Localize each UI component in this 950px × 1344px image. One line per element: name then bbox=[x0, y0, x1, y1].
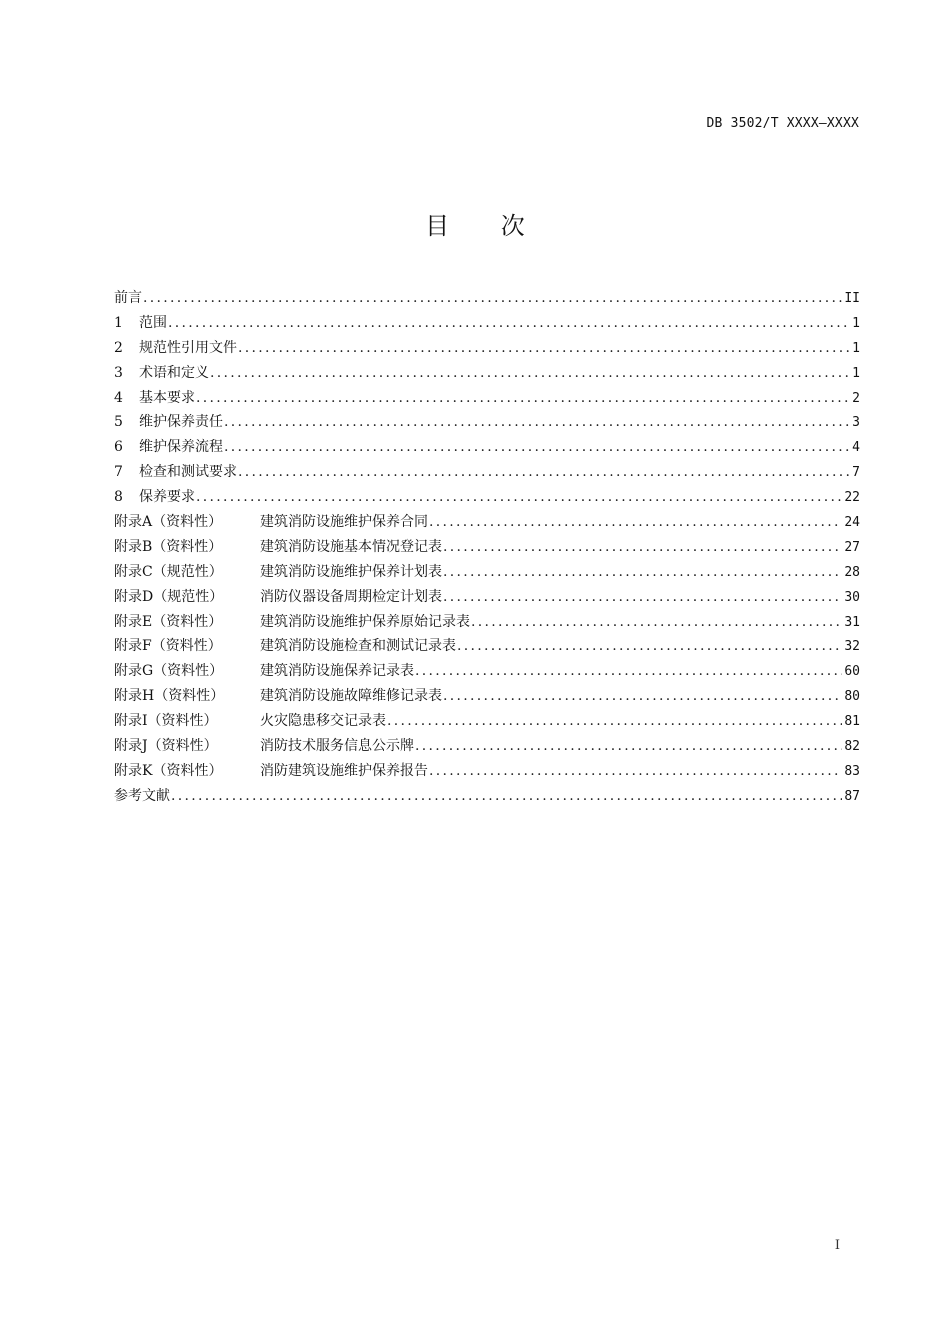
toc-entry-page: 31 bbox=[844, 614, 860, 630]
toc-entry-title: 术语和定义 bbox=[139, 364, 209, 381]
toc-entry-appendix-label: 附录E（资料性） bbox=[114, 613, 223, 630]
toc-entry-page: 22 bbox=[844, 490, 860, 506]
toc-entry-title: 消防技术服务信息公示牌 bbox=[260, 738, 414, 755]
toc-entry-appendix-label: 附录B（资料性） bbox=[114, 538, 223, 555]
toc-dot-leader bbox=[196, 489, 842, 505]
toc-entry[interactable] bbox=[114, 436, 860, 461]
toc-entry-title: 火灾隐患移交记录表 bbox=[260, 713, 386, 730]
toc-entry-title: 建筑消防设施维护保养计划表 bbox=[260, 563, 442, 580]
toc-entry-appendix-label: 附录A（资料性） bbox=[114, 514, 223, 531]
toc-dot-leader bbox=[224, 414, 850, 430]
toc-entry-page: 24 bbox=[844, 515, 860, 531]
toc-entry[interactable] bbox=[114, 660, 860, 685]
toc-entry-title: 维护保养责任 bbox=[139, 414, 223, 431]
page-number: I bbox=[834, 1238, 840, 1253]
toc-dot-leader bbox=[443, 539, 842, 555]
toc-entry[interactable] bbox=[114, 287, 860, 312]
toc-entry-appendix-label: 附录C（规范性） bbox=[114, 563, 223, 580]
toc-title: 目 次 bbox=[425, 212, 547, 240]
toc-entry[interactable] bbox=[114, 461, 860, 486]
toc-entry-page: 1 bbox=[852, 365, 860, 381]
toc-entry[interactable] bbox=[114, 635, 860, 660]
toc-dot-leader bbox=[238, 464, 850, 480]
toc-entry-appendix-label: 附录D（规范性） bbox=[114, 588, 224, 605]
toc-entry[interactable] bbox=[114, 486, 860, 511]
toc-dot-leader bbox=[443, 589, 842, 605]
toc-entry-page: II bbox=[844, 291, 860, 306]
toc-dot-leader bbox=[415, 738, 842, 754]
toc-entry[interactable] bbox=[114, 785, 860, 810]
toc-dot-leader bbox=[238, 340, 850, 356]
toc-entry-title: 消防建筑设施维护保养报告 bbox=[260, 762, 428, 779]
toc-entry-number: 8 bbox=[114, 489, 123, 506]
toc-entry-title: 建筑消防设施基本情况登记表 bbox=[260, 538, 442, 555]
toc-entry-title: 建筑消防设施故障维修记录表 bbox=[260, 688, 442, 705]
toc-dot-leader bbox=[168, 315, 850, 331]
toc-entry[interactable] bbox=[114, 411, 860, 436]
toc-entry[interactable] bbox=[114, 685, 860, 710]
toc-entry-page: 81 bbox=[844, 714, 860, 730]
toc-entry-number: 1 bbox=[114, 314, 123, 331]
toc-entry-number: 6 bbox=[114, 439, 123, 456]
toc-dot-leader bbox=[471, 614, 842, 630]
toc-entry-title: 建筑消防设施维护保养合同 bbox=[260, 514, 428, 531]
toc-entry-page: 60 bbox=[844, 664, 860, 680]
toc-entry[interactable] bbox=[114, 536, 860, 561]
toc-entry-appendix-label: 附录G（资料性） bbox=[114, 663, 224, 680]
toc-entry-title: 保养要求 bbox=[139, 489, 195, 506]
toc-entry-page: 27 bbox=[844, 539, 860, 555]
toc-entry[interactable] bbox=[114, 611, 860, 636]
toc-entry[interactable] bbox=[114, 511, 860, 536]
toc-entry-title: 前言 bbox=[114, 290, 142, 306]
toc-entry[interactable] bbox=[114, 586, 860, 611]
toc-entry-page: 4 bbox=[852, 440, 860, 456]
toc-entry-title: 建筑消防设施检查和测试记录表 bbox=[260, 638, 456, 655]
toc-entry-page: 28 bbox=[844, 564, 860, 580]
toc-dot-leader bbox=[429, 763, 842, 779]
toc-entry[interactable] bbox=[114, 312, 860, 337]
toc-entry-number: 3 bbox=[114, 364, 123, 381]
toc-entry-appendix-label: 附录K（资料性） bbox=[114, 762, 223, 779]
toc-dot-leader bbox=[143, 290, 842, 306]
toc-entry-appendix-label: 附录H（资料性） bbox=[114, 688, 225, 705]
toc-dot-leader bbox=[171, 788, 842, 804]
toc-entry-title: 基本要求 bbox=[139, 389, 195, 406]
toc-entry[interactable] bbox=[114, 387, 860, 412]
toc-dot-leader bbox=[457, 638, 842, 654]
toc-entry-page: 80 bbox=[844, 689, 860, 705]
toc-entry-number: 5 bbox=[114, 414, 123, 431]
toc-entry-page: 87 bbox=[844, 788, 860, 804]
toc-dot-leader bbox=[387, 713, 842, 729]
toc-dot-leader bbox=[210, 365, 850, 381]
toc-entry-appendix-label: 附录I（资料性） bbox=[114, 713, 218, 730]
toc-entry-page: 1 bbox=[852, 340, 860, 356]
toc-entry-number: 2 bbox=[114, 339, 123, 356]
toc-entry-page: 32 bbox=[844, 639, 860, 655]
toc-entry-page: 83 bbox=[844, 763, 860, 779]
toc-dot-leader bbox=[443, 688, 842, 704]
standard-code: DB 3502/T XXXX—XXXX bbox=[706, 116, 859, 131]
toc-entry-title: 建筑消防设施维护保养原始记录表 bbox=[260, 613, 470, 630]
toc-dot-leader bbox=[443, 564, 842, 580]
toc-entry-title: 检查和测试要求 bbox=[139, 464, 237, 481]
toc-entry[interactable] bbox=[114, 760, 860, 785]
toc-entry-title: 参考文献 bbox=[114, 787, 170, 804]
toc-entry-page: 30 bbox=[844, 589, 860, 605]
toc-entry-number: 4 bbox=[114, 389, 123, 406]
toc-entry-title: 建筑消防设施保养记录表 bbox=[260, 663, 414, 680]
toc-entry-page: 7 bbox=[852, 465, 860, 481]
toc-entry-appendix-label: 附录F（资料性） bbox=[114, 638, 222, 655]
toc-entry-page: 3 bbox=[852, 415, 860, 431]
toc-entry-page: 82 bbox=[844, 739, 860, 755]
toc-entry[interactable] bbox=[114, 362, 860, 387]
toc-entry-title: 维护保养流程 bbox=[139, 439, 223, 456]
toc-entry-number: 7 bbox=[114, 464, 123, 481]
toc-dot-leader bbox=[224, 439, 850, 455]
toc-entry-title: 消防仪器设备周期检定计划表 bbox=[260, 588, 442, 605]
toc-dot-leader bbox=[196, 390, 850, 406]
toc-entry[interactable] bbox=[114, 735, 860, 760]
toc-entry-appendix-label: 附录J（资料性） bbox=[114, 738, 218, 755]
toc-entry-title: 规范性引用文件 bbox=[139, 339, 237, 356]
toc-entry[interactable] bbox=[114, 337, 860, 362]
toc-dot-leader bbox=[415, 663, 842, 679]
toc-entry-title: 范围 bbox=[139, 314, 167, 331]
toc-entry-page: 1 bbox=[852, 315, 860, 331]
toc-entry[interactable] bbox=[114, 710, 860, 735]
toc-dot-leader bbox=[429, 514, 842, 530]
toc-entry-page: 2 bbox=[852, 390, 860, 406]
toc-entry[interactable] bbox=[114, 561, 860, 586]
toc-list bbox=[114, 287, 860, 810]
